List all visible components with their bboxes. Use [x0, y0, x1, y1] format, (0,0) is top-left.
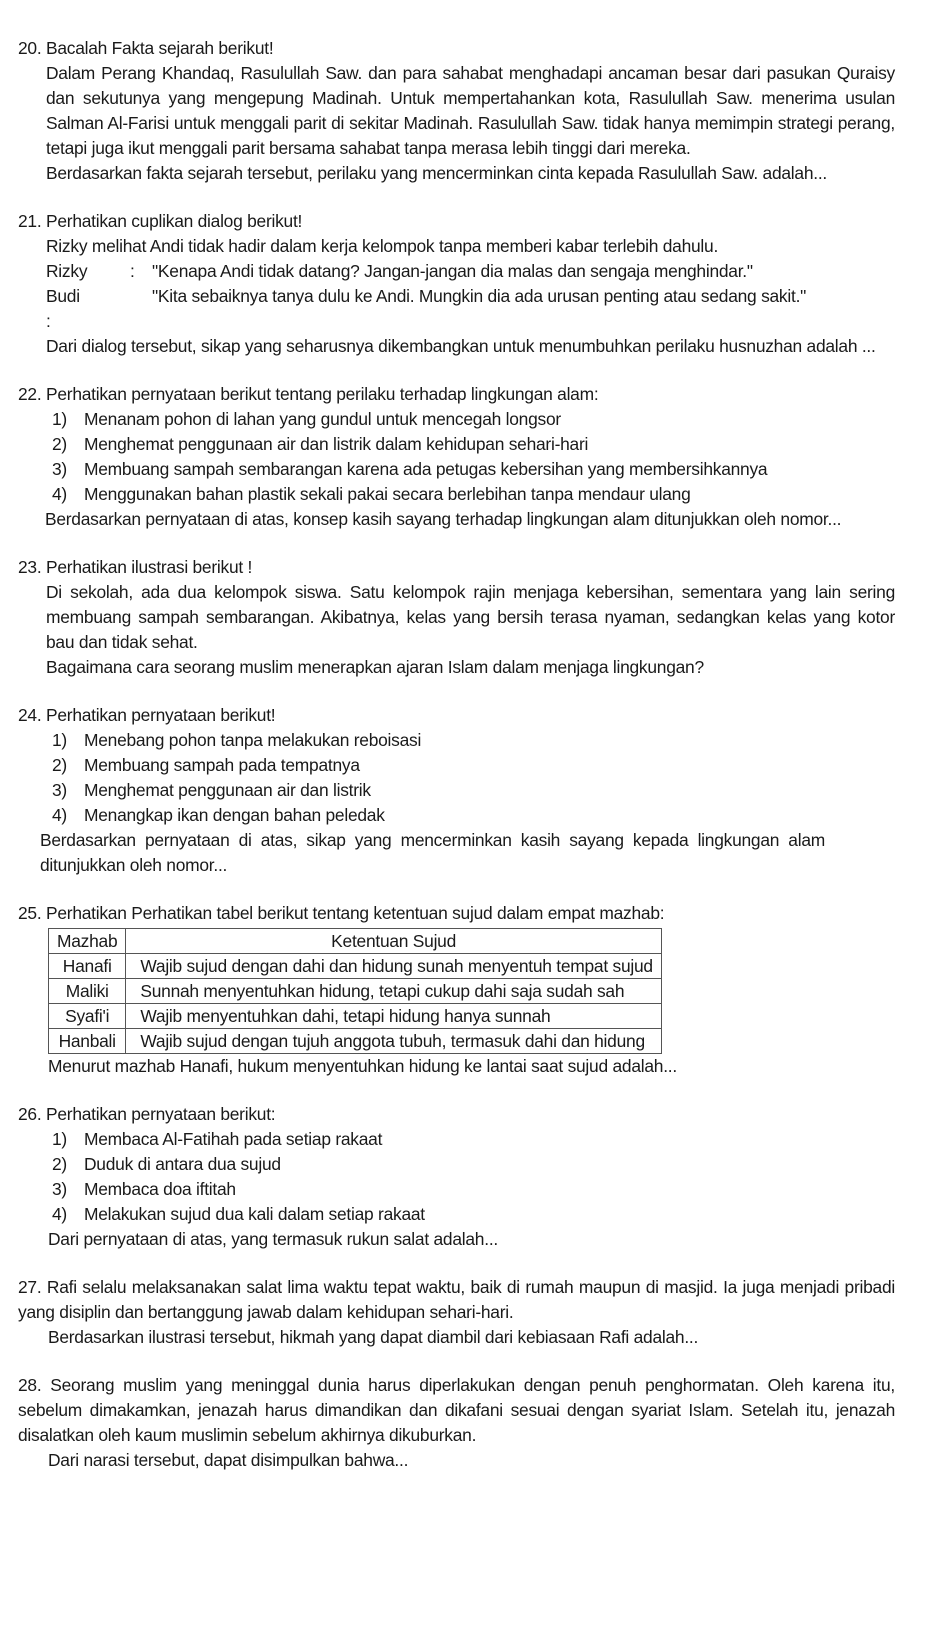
statement-list: [18, 728, 895, 828]
question-27: [18, 1275, 895, 1350]
question-passage: Di sekolah, ada dua kelompok siswa. Satu kelompok rajin menjaga kebersihan, sementara yang lain sering membuang sampah sembarangan. Akibatnya, kelas yang bersih terasa nyaman, sedangkan kelas yang kotor bau dan tidak sehat.: [46, 582, 895, 652]
question-heading: 27. Rafi selalu melaksanakan salat lima waktu tepat waktu, baik di rumah maupun di masjid. Ia juga menjadi pribadi yang disiplin dan bertanggung jawab dalam kehidupan sehari-hari.: [18, 1277, 895, 1322]
question-23: [18, 555, 895, 680]
question-20: [18, 36, 895, 186]
dialog-line-rizky: [46, 259, 895, 284]
question-28: [18, 1373, 895, 1473]
table-cell: Wajib sujud dengan tujuh anggota tubuh, termasuk dahi dan hidung: [126, 1029, 661, 1054]
question-heading: 20. Bacalah Fakta sejarah berikut!: [18, 38, 274, 58]
list-item: 2) Duduk di antara dua sujud: [52, 1154, 281, 1174]
statement-list: [18, 1127, 895, 1227]
question-prompt: Berdasarkan pernyataan di atas, sikap yang mencerminkan kasih sayang kepada lingkungan alam ditunjukkan oleh nomor...: [40, 830, 825, 875]
list-item: 4) Menangkap ikan dengan bahan peledak: [52, 805, 385, 825]
table-row: [49, 1004, 662, 1029]
list-item: 4) Melakukan sujud dua kali dalam setiap rakaat: [52, 1204, 425, 1224]
question-heading: 24. Perhatikan pernyataan berikut!: [18, 705, 276, 725]
table-cell: Wajib menyentuhkan dahi, tetapi hidung hanya sunnah: [126, 1004, 661, 1029]
question-22: [18, 382, 895, 532]
table-cell: Hanbali: [49, 1029, 126, 1054]
question-heading: 26. Perhatikan pernyataan berikut:: [18, 1104, 276, 1124]
table-row: [49, 1029, 662, 1054]
list-item: 1) Menebang pohon tanpa melakukan reboisasi: [52, 730, 422, 750]
question-24: [18, 703, 895, 878]
question-passage: Dalam Perang Khandaq, Rasulullah Saw. dan para sahabat menghadapi ancaman besar dari pasukan Quraisy dan sekutunya yang mengepung Madinah. Untuk mempertahankan kota, Rasulullah Saw. menerima usulan Salman Al-Farisi untuk menggali parit di sekitar Madinah. Rasulullah Saw. tidak hanya memimpin strategi perang, tetapi juga ikut menggali parit bersama sahabat tanpa merasa lebih tinggi dari mereka.: [46, 63, 895, 158]
question-prompt: Bagaimana cara seorang muslim menerapkan ajaran Islam dalam menjaga lingkungan?: [46, 657, 704, 677]
table-cell: Maliki: [49, 979, 126, 1004]
dialog-separator: :: [130, 261, 135, 281]
question-prompt: Dari narasi tersebut, dapat disimpulkan bahwa...: [48, 1450, 409, 1470]
list-item: 3) Menghemat penggunaan air dan listrik: [52, 780, 371, 800]
question-heading: 28. Seorang muslim yang meninggal dunia harus diperlakukan dengan penuh penghormatan. Oleh karena itu, sebelum dimakamkan, jenazah harus dimandikan dan dikafani sesuai dengan syariat Islam. Setelah itu, jenazah disalatkan oleh kaum muslimin sebelum akhirnya dikuburkan.: [18, 1375, 895, 1445]
question-25: [18, 901, 895, 1079]
question-heading: 23. Perhatikan ilustrasi berikut !: [18, 557, 253, 577]
question-prompt: Berdasarkan fakta sejarah tersebut, perilaku yang mencerminkan cinta kepada Rasulullah Saw. adalah...: [46, 163, 827, 183]
dialog-intro: Rizky melihat Andi tidak hadir dalam kerja kelompok tanpa memberi kabar terlebih dahulu.: [46, 236, 719, 256]
question-prompt: Berdasarkan pernyataan di atas, konsep kasih sayang terhadap lingkungan alam ditunjukkan oleh nomor...: [45, 509, 842, 529]
statement-list: [18, 407, 895, 507]
list-item: 3) Membuang sampah sembarangan karena ada petugas kebersihan yang membersihkannya: [52, 459, 768, 479]
question-prompt: Menurut mazhab Hanafi, hukum menyentuhkan hidung ke lantai saat sujud adalah...: [48, 1056, 677, 1076]
question-heading: 21. Perhatikan cuplikan dialog berikut!: [18, 211, 303, 231]
table-header: Ketentuan Sujud: [126, 929, 661, 954]
dialog-text: "Kenapa Andi tidak datang? Jangan-jangan dia malas dan sengaja menghindar.": [152, 261, 753, 281]
dialog-speaker: Rizky: [46, 261, 88, 281]
table-cell: Wajib sujud dengan dahi dan hidung sunah menyentuh tempat sujud: [126, 954, 661, 979]
list-item: 2) Membuang sampah pada tempatnya: [52, 755, 360, 775]
question-heading: 22. Perhatikan pernyataan berikut tentang perilaku terhadap lingkungan alam:: [18, 384, 599, 404]
list-item: 2) Menghemat penggunaan air dan listrik dalam kehidupan sehari-hari: [52, 434, 589, 454]
question-prompt: Dari pernyataan di atas, yang termasuk rukun salat adalah...: [48, 1229, 498, 1249]
table-cell: Hanafi: [49, 954, 126, 979]
mazhab-table: [48, 928, 662, 1054]
question-26: [18, 1102, 895, 1252]
table-cell: Sunnah menyentuhkan hidung, tetapi cukup dahi saja sudah sah: [126, 979, 661, 1004]
list-item: 1) Menanam pohon di lahan yang gundul untuk mencegah longsor: [52, 409, 561, 429]
dialog-line-budi: [46, 284, 895, 334]
list-item: 4) Menggunakan bahan plastik sekali pakai secara berlebihan tanpa mendaur ulang: [52, 484, 691, 504]
dialog-speaker-name: Budi: [46, 286, 80, 306]
dialog-separator: :: [46, 311, 51, 331]
question-21: [18, 209, 895, 359]
list-item: 1) Membaca Al-Fatihah pada setiap rakaat: [52, 1129, 383, 1149]
question-heading: 25. Perhatikan Perhatikan tabel berikut tentang ketentuan sujud dalam empat mazhab:: [18, 903, 665, 923]
table-cell: Syafi'i: [49, 1004, 126, 1029]
table-row: [49, 954, 662, 979]
dialog-speaker: [46, 284, 130, 334]
dialog-text: "Kita sebaiknya tanya dulu ke Andi. Mungkin dia ada urusan penting atau sedang sakit.": [152, 286, 807, 306]
table-header-row: [49, 929, 662, 954]
question-prompt: Dari dialog tersebut, sikap yang seharusnya dikembangkan untuk menumbuhkan perilaku husnuzhan adalah ...: [46, 336, 876, 356]
question-prompt: Berdasarkan ilustrasi tersebut, hikmah yang dapat diambil dari kebiasaan Rafi adalah...: [48, 1327, 699, 1347]
list-item: 3) Membaca doa iftitah: [52, 1179, 236, 1199]
table-row: [49, 979, 662, 1004]
table-header: Mazhab: [49, 929, 126, 954]
